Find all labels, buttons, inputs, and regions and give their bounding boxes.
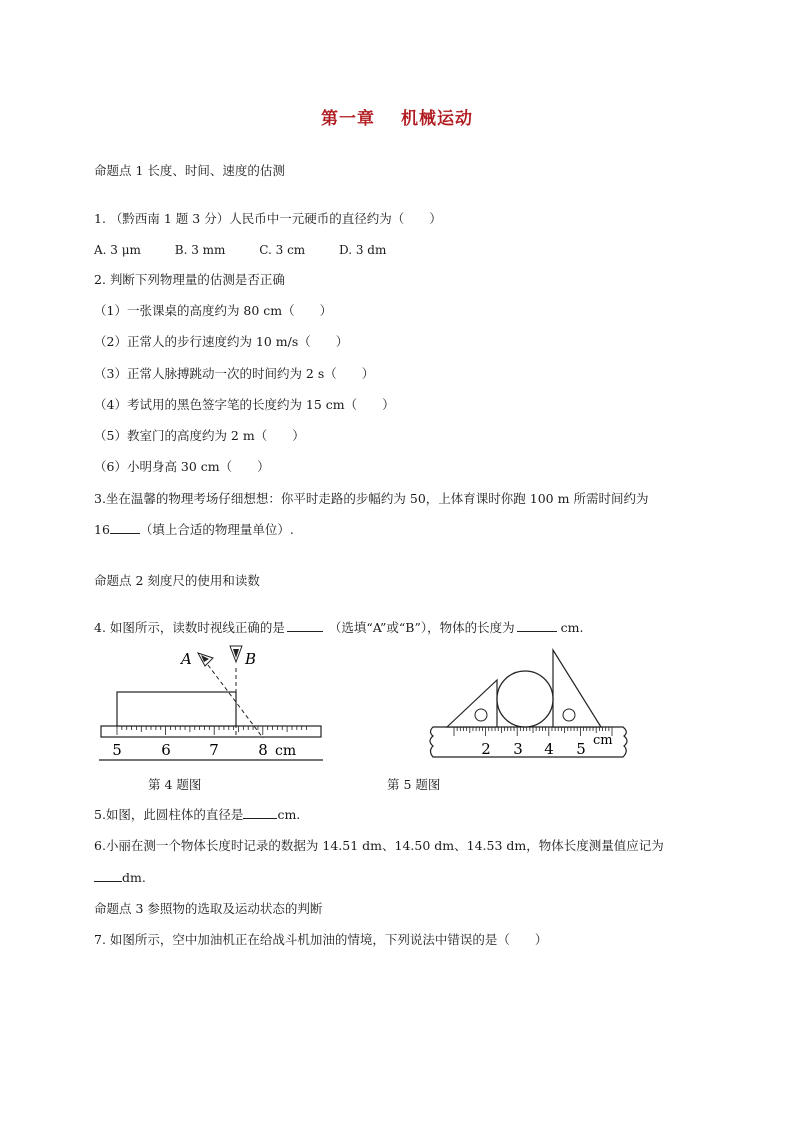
question-3-value: 16 <box>94 522 110 537</box>
tick-label: 3 <box>513 740 523 758</box>
chapter-name: 机械运动 <box>401 109 473 129</box>
tick-label: 4 <box>544 740 554 758</box>
chapter-title <box>0 104 794 129</box>
answer-blank <box>94 869 122 882</box>
unit-label: cm <box>275 743 297 759</box>
question-2-item: （3）正常人脉搏跳动一次的时间约为 2 s（ ） <box>94 366 375 381</box>
question-5-text: 5.如图，此圆柱体的直径是 <box>94 807 244 822</box>
unit-label: cm <box>593 733 613 748</box>
tick-label: 8 <box>258 741 268 759</box>
option-a: A. 3 μm <box>94 243 141 257</box>
question-2-item: （4）考试用的黑色签字笔的长度约为 15 cm（ ） <box>94 397 395 412</box>
question-7-stem: 7. 如图所示，空中加油机正在给战斗机加油的情境，下列说法中错误的是（ ） <box>94 932 548 947</box>
section-heading-3: 命题点 3 参照物的选取及运动状态的判断 <box>94 901 323 916</box>
eye-b-icon <box>230 646 242 662</box>
question-3-line-2 <box>94 521 294 539</box>
eye-a-icon <box>198 653 213 666</box>
question-4-text-c: cm. <box>560 620 584 635</box>
question-4-text-b: （选填“A”或“B”），物体的长度为 <box>328 620 515 635</box>
question-4-stem <box>94 619 583 637</box>
question-1-stem: 1. （黔西南 1 题 3 分）人民币中一元硬币的直径约为（ ） <box>94 211 442 226</box>
option-c: C. 3 cm <box>259 243 306 257</box>
question-5-unit: cm. <box>277 807 301 822</box>
answer-blank <box>110 521 140 534</box>
question-2-item: （6）小明身高 30 cm（ ） <box>94 459 270 474</box>
label-a: A <box>181 650 192 668</box>
answer-blank <box>287 619 323 632</box>
ruler <box>101 726 321 737</box>
section-heading-1: 命题点 1 长度、时间、速度的估测 <box>94 163 285 178</box>
tick-label: 6 <box>161 741 171 759</box>
question-6-unit: dm. <box>122 870 146 885</box>
question-4-text-a: 4. 如图所示，读数时视线正确的是 <box>94 620 285 635</box>
question-1-options <box>94 241 416 259</box>
option-d: D. 3 dm <box>339 243 387 257</box>
figure-4-caption: 第 4 题图 <box>148 777 202 792</box>
right-set-square <box>553 650 601 727</box>
answer-blank <box>243 806 277 819</box>
question-2-stem: 2. 判断下列物理量的估测是否正确 <box>94 272 285 287</box>
question-5-stem <box>94 806 300 824</box>
measured-block <box>117 692 236 726</box>
question-2-item: （2）正常人的步行速度约为 10 m/s（ ） <box>94 334 349 349</box>
figure-5-diagram <box>423 640 638 765</box>
tick-label: 5 <box>576 740 586 758</box>
cylinder <box>497 671 553 727</box>
question-3-hint: （填上合适的物理量单位）. <box>139 522 294 537</box>
question-2-item: （1）一张课桌的高度约为 80 cm（ ） <box>94 303 333 318</box>
section-heading-2: 命题点 2 刻度尺的使用和读数 <box>94 573 260 588</box>
tick-label: 5 <box>112 741 122 759</box>
answer-blank <box>517 619 557 632</box>
question-6-line-2 <box>94 869 146 887</box>
question-3-line-1: 3.坐在温馨的物理考场仔细想想：你平时走路的步幅约为 50，上体育课时你跑 100 m 所需时间约为 <box>94 491 649 506</box>
left-set-square <box>447 680 497 727</box>
option-b: B. 3 mm <box>174 243 226 257</box>
chapter-number: 第一章 <box>321 109 375 129</box>
label-b: B <box>245 650 257 668</box>
tick-label: 7 <box>209 741 219 759</box>
question-6-line-1: 6.小丽在测一个物体长度时记录的数据为 14.51 dm、14.50 dm、14.53 dm，物体长度测量值应记为 <box>94 838 664 853</box>
question-2-item: （5）教室门的高度约为 2 m（ ） <box>94 428 305 443</box>
figure-5-caption: 第 5 题图 <box>387 777 441 792</box>
figure-4-diagram <box>95 640 330 765</box>
tick-label: 2 <box>481 740 491 758</box>
